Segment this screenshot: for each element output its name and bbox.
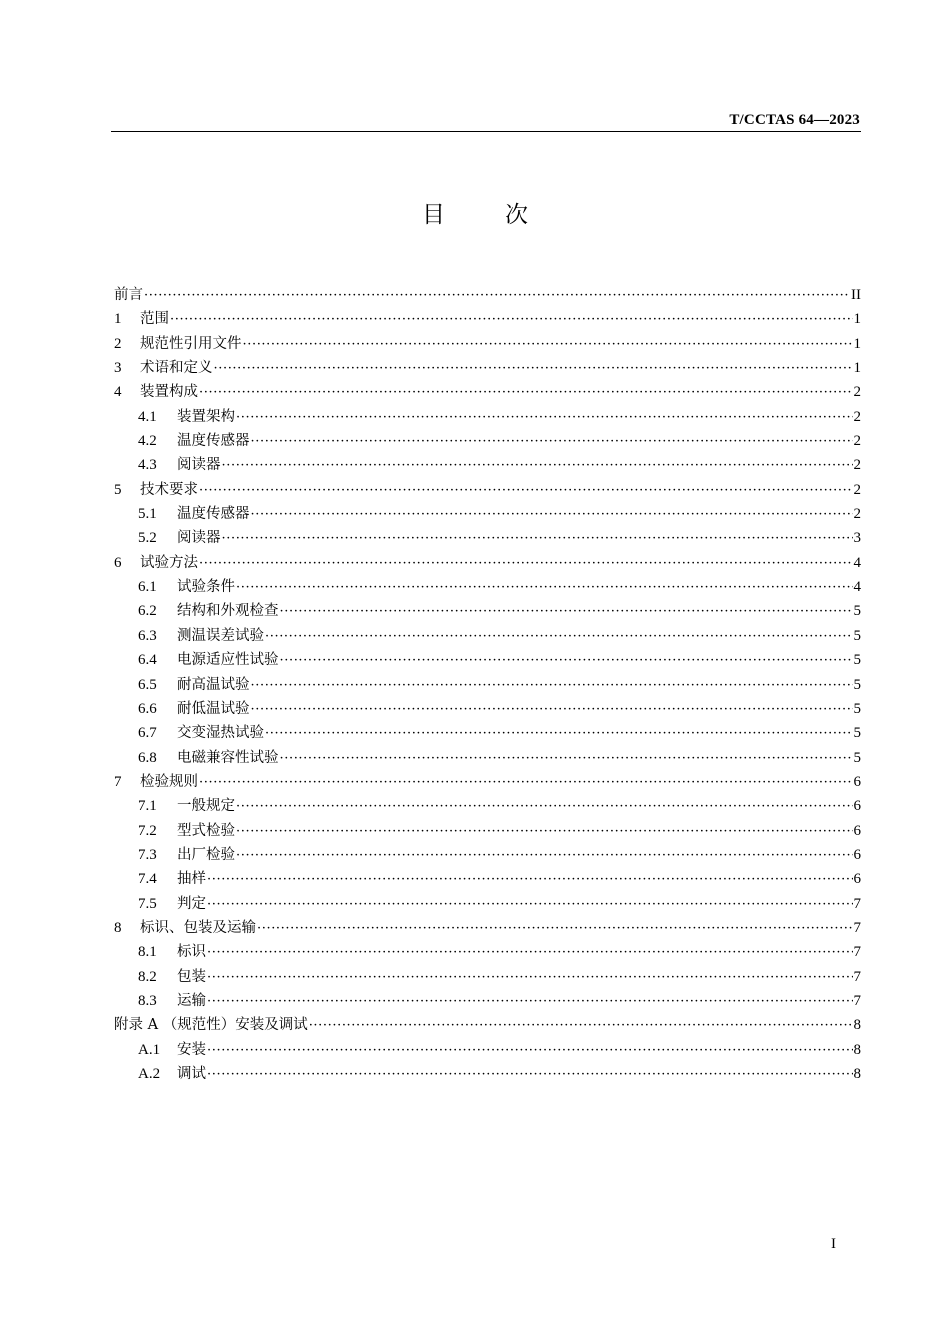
- toc-entry-page: 6: [853, 822, 861, 839]
- toc-entry-page: 6: [853, 773, 861, 790]
- toc-dot-leader: [251, 429, 853, 454]
- toc-entry-label: 抽样: [177, 871, 206, 888]
- toc-entry[interactable]: [114, 624, 861, 648]
- toc-entry-label: 技术要求: [140, 481, 198, 498]
- toc-entry-number: 6.7: [138, 725, 157, 742]
- toc-entry-number: 6.4: [138, 652, 157, 669]
- toc-dot-leader: [280, 746, 853, 771]
- toc-entry-number: 6.1: [138, 579, 157, 596]
- toc-entry-number: 8.3: [138, 992, 157, 1009]
- toc-entry-page: 2: [853, 506, 861, 523]
- toc-dot-leader: [207, 1062, 853, 1087]
- toc-entry-label: 判定: [177, 895, 206, 912]
- toc-entry[interactable]: [114, 478, 861, 502]
- toc-entry-label: 包装: [177, 968, 206, 985]
- toc-entry[interactable]: [114, 575, 861, 599]
- toc-entry-page: 6: [853, 871, 861, 888]
- toc-dot-leader: [236, 819, 853, 844]
- toc-entry[interactable]: [114, 819, 861, 843]
- toc-dot-leader: [199, 551, 853, 576]
- toc-entry-page: 7: [853, 992, 861, 1009]
- toc-entry-number: 8.2: [138, 968, 157, 985]
- toc-entry-label: 附录 A （规范性）安装及调试: [114, 1017, 308, 1034]
- toc-entry[interactable]: [114, 770, 861, 794]
- toc-entry-label: 运输: [177, 992, 206, 1009]
- toc-dot-leader: [251, 673, 853, 698]
- toc-entry-label: 结构和外观检查: [177, 603, 279, 620]
- toc-entry[interactable]: [114, 1062, 861, 1086]
- toc-entry[interactable]: [114, 843, 861, 867]
- toc-entry-label: 型式检验: [177, 822, 235, 839]
- toc-dot-leader: [199, 770, 853, 795]
- toc-dot-leader: [251, 697, 853, 722]
- toc-entry[interactable]: [114, 673, 861, 697]
- toc-entry-number: 8.1: [138, 944, 157, 961]
- toc-entry-label: 试验方法: [140, 554, 198, 571]
- toc-dot-leader: [236, 794, 853, 819]
- toc-entry-label: 温度传感器: [177, 506, 250, 523]
- toc-entry[interactable]: [114, 697, 861, 721]
- toc-entry-page: 8: [853, 1041, 861, 1058]
- toc-entry-page: 5: [853, 749, 861, 766]
- toc-dot-leader: [207, 892, 853, 917]
- header-divider: [111, 131, 861, 132]
- toc-entry-page: 5: [853, 603, 861, 620]
- toc-entry[interactable]: [114, 380, 861, 404]
- toc-entry-number: 2: [114, 335, 122, 352]
- toc-entry[interactable]: [114, 916, 861, 940]
- toc-dot-leader: [207, 940, 853, 965]
- toc-entry-page: 5: [853, 676, 861, 693]
- toc-entry-page: 2: [853, 384, 861, 401]
- table-of-contents: [114, 283, 861, 1086]
- toc-dot-leader: [251, 502, 853, 527]
- toc-entry-number: A.1: [138, 1041, 161, 1058]
- toc-title-char-1: 目: [422, 202, 445, 228]
- toc-entry[interactable]: [114, 405, 861, 429]
- toc-dot-leader: [236, 575, 853, 600]
- toc-entry-page: 2: [853, 481, 861, 498]
- toc-entry-page: 7: [853, 895, 861, 912]
- toc-entry-number: 6.6: [138, 700, 157, 717]
- toc-entry-page: 8: [853, 1017, 861, 1034]
- toc-entry[interactable]: [114, 429, 861, 453]
- toc-entry[interactable]: [114, 1038, 861, 1062]
- page-number: I: [831, 1236, 836, 1252]
- document-code: T/CCTAS 64—2023: [729, 112, 860, 128]
- toc-entry-number: 6.8: [138, 749, 157, 766]
- toc-title-char-2: 次: [505, 202, 528, 228]
- toc-entry[interactable]: [114, 1013, 861, 1037]
- toc-entry-label: 阅读器: [177, 530, 221, 547]
- toc-dot-leader: [207, 867, 853, 892]
- toc-entry-page: 2: [853, 408, 861, 425]
- toc-dot-leader: [257, 916, 853, 941]
- toc-dot-leader: [265, 624, 853, 649]
- toc-entry-page: 7: [853, 919, 861, 936]
- toc-dot-leader: [309, 1013, 853, 1038]
- toc-entry-page: 5: [853, 700, 861, 717]
- toc-entry[interactable]: [114, 453, 861, 477]
- toc-entry-label: 一般规定: [177, 798, 235, 815]
- toc-entry-page: 5: [853, 627, 861, 644]
- toc-entry-label: 耐低温试验: [177, 700, 250, 717]
- toc-entry-label: 测温误差试验: [177, 627, 264, 644]
- toc-entry-number: 4.1: [138, 408, 157, 425]
- toc-entry-page: 7: [853, 944, 861, 961]
- toc-entry-page: 6: [853, 846, 861, 863]
- toc-entry-label: 装置构成: [140, 384, 198, 401]
- toc-entry-label: 范围: [140, 311, 169, 328]
- toc-dot-leader: [222, 453, 853, 478]
- toc-entry-number: 4.3: [138, 457, 157, 474]
- toc-dot-leader: [214, 356, 853, 381]
- toc-entry-page: 4: [853, 579, 861, 596]
- toc-entry[interactable]: [114, 892, 861, 916]
- toc-dot-leader: [207, 989, 853, 1014]
- toc-entry[interactable]: [114, 356, 861, 380]
- toc-entry-label: 装置架构: [177, 408, 235, 425]
- toc-entry[interactable]: [114, 867, 861, 891]
- toc-entry-label: 规范性引用文件: [140, 335, 242, 352]
- toc-entry-number: 8: [114, 919, 122, 936]
- toc-entry-label: 温度传感器: [177, 433, 250, 450]
- toc-dot-leader: [222, 526, 853, 551]
- toc-entry[interactable]: [114, 599, 861, 623]
- toc-entry-page: 8: [853, 1066, 861, 1082]
- toc-entry-label: 电源适应性试验: [177, 652, 279, 669]
- toc-entry[interactable]: [114, 332, 861, 356]
- toc-entry-label: 前言: [114, 287, 143, 303]
- toc-entry-page: 6: [853, 798, 861, 815]
- toc-entry-label: 标识、包装及运输: [140, 919, 256, 936]
- toc-entry-number: 1: [114, 311, 122, 328]
- toc-entry-number: 6.2: [138, 603, 157, 620]
- toc-entry-label: 阅读器: [177, 457, 221, 474]
- toc-entry-label: 检验规则: [140, 773, 198, 790]
- toc-entry-page: 1: [853, 335, 861, 352]
- toc-entry-number: 4: [114, 384, 122, 401]
- toc-entry[interactable]: [114, 965, 861, 989]
- toc-dot-leader: [207, 965, 853, 990]
- toc-entry-page: 3: [853, 530, 861, 547]
- toc-entry-label: 交变湿热试验: [177, 725, 264, 742]
- toc-entry-number: 7.5: [138, 895, 157, 912]
- toc-dot-leader: [243, 332, 853, 357]
- toc-entry-label: 出厂检验: [177, 846, 235, 863]
- toc-entry-number: 6: [114, 554, 122, 571]
- toc-dot-leader: [199, 380, 853, 405]
- toc-entry-label: 调试: [177, 1066, 206, 1082]
- toc-entry-page: 2: [853, 433, 861, 450]
- toc-dot-leader: [170, 307, 853, 332]
- toc-entry-number: 7.2: [138, 822, 157, 839]
- toc-entry-page: 4: [853, 554, 861, 571]
- toc-entry-label: 术语和定义: [140, 360, 213, 377]
- toc-entry[interactable]: [114, 648, 861, 672]
- toc-entry-number: 5.1: [138, 506, 157, 523]
- toc-entry[interactable]: [114, 526, 861, 550]
- toc-entry[interactable]: [114, 551, 861, 575]
- toc-entry-label: 标识: [177, 944, 206, 961]
- toc-entry-page: 1: [853, 360, 861, 377]
- toc-dot-leader: [236, 843, 853, 868]
- toc-entry[interactable]: [114, 283, 861, 307]
- toc-entry-number: 7.4: [138, 871, 157, 888]
- toc-entry-number: 6.5: [138, 676, 157, 693]
- toc-entry-number: 6.3: [138, 627, 157, 644]
- toc-entry-number: 5.2: [138, 530, 157, 547]
- toc-dot-leader: [207, 1038, 853, 1063]
- toc-title: [0, 196, 950, 229]
- toc-dot-leader: [199, 478, 853, 503]
- toc-entry-page: 5: [853, 652, 861, 669]
- toc-entry-label: 试验条件: [177, 579, 235, 596]
- toc-entry[interactable]: [114, 746, 861, 770]
- toc-dot-leader: [236, 405, 853, 430]
- toc-dot-leader: [280, 599, 853, 624]
- toc-entry-number: 7.3: [138, 846, 157, 863]
- toc-entry-number: A.2: [138, 1066, 161, 1082]
- toc-entry-page: 1: [853, 311, 861, 328]
- toc-entry-label: 电磁兼容性试验: [177, 749, 279, 766]
- toc-entry[interactable]: [114, 794, 861, 818]
- toc-entry[interactable]: [114, 940, 861, 964]
- toc-entry[interactable]: [114, 989, 861, 1013]
- toc-entry-number: 5: [114, 481, 122, 498]
- toc-entry-number: 7: [114, 773, 122, 790]
- toc-entry-number: 7.1: [138, 798, 157, 815]
- toc-entry-number: 4.2: [138, 433, 157, 450]
- toc-entry[interactable]: [114, 502, 861, 526]
- toc-entry[interactable]: [114, 721, 861, 745]
- toc-entry-page: 7: [853, 968, 861, 985]
- toc-entry-number: 3: [114, 360, 122, 377]
- toc-dot-leader: [280, 648, 853, 673]
- toc-entry-label: 安装: [177, 1041, 206, 1058]
- toc-entry[interactable]: [114, 307, 861, 331]
- toc-entry-page: II: [851, 287, 861, 303]
- toc-dot-leader: [265, 721, 853, 746]
- toc-entry-page: 2: [853, 457, 861, 474]
- toc-entry-label: 耐高温试验: [177, 676, 250, 693]
- toc-dot-leader: [144, 283, 850, 308]
- toc-entry-page: 5: [853, 725, 861, 742]
